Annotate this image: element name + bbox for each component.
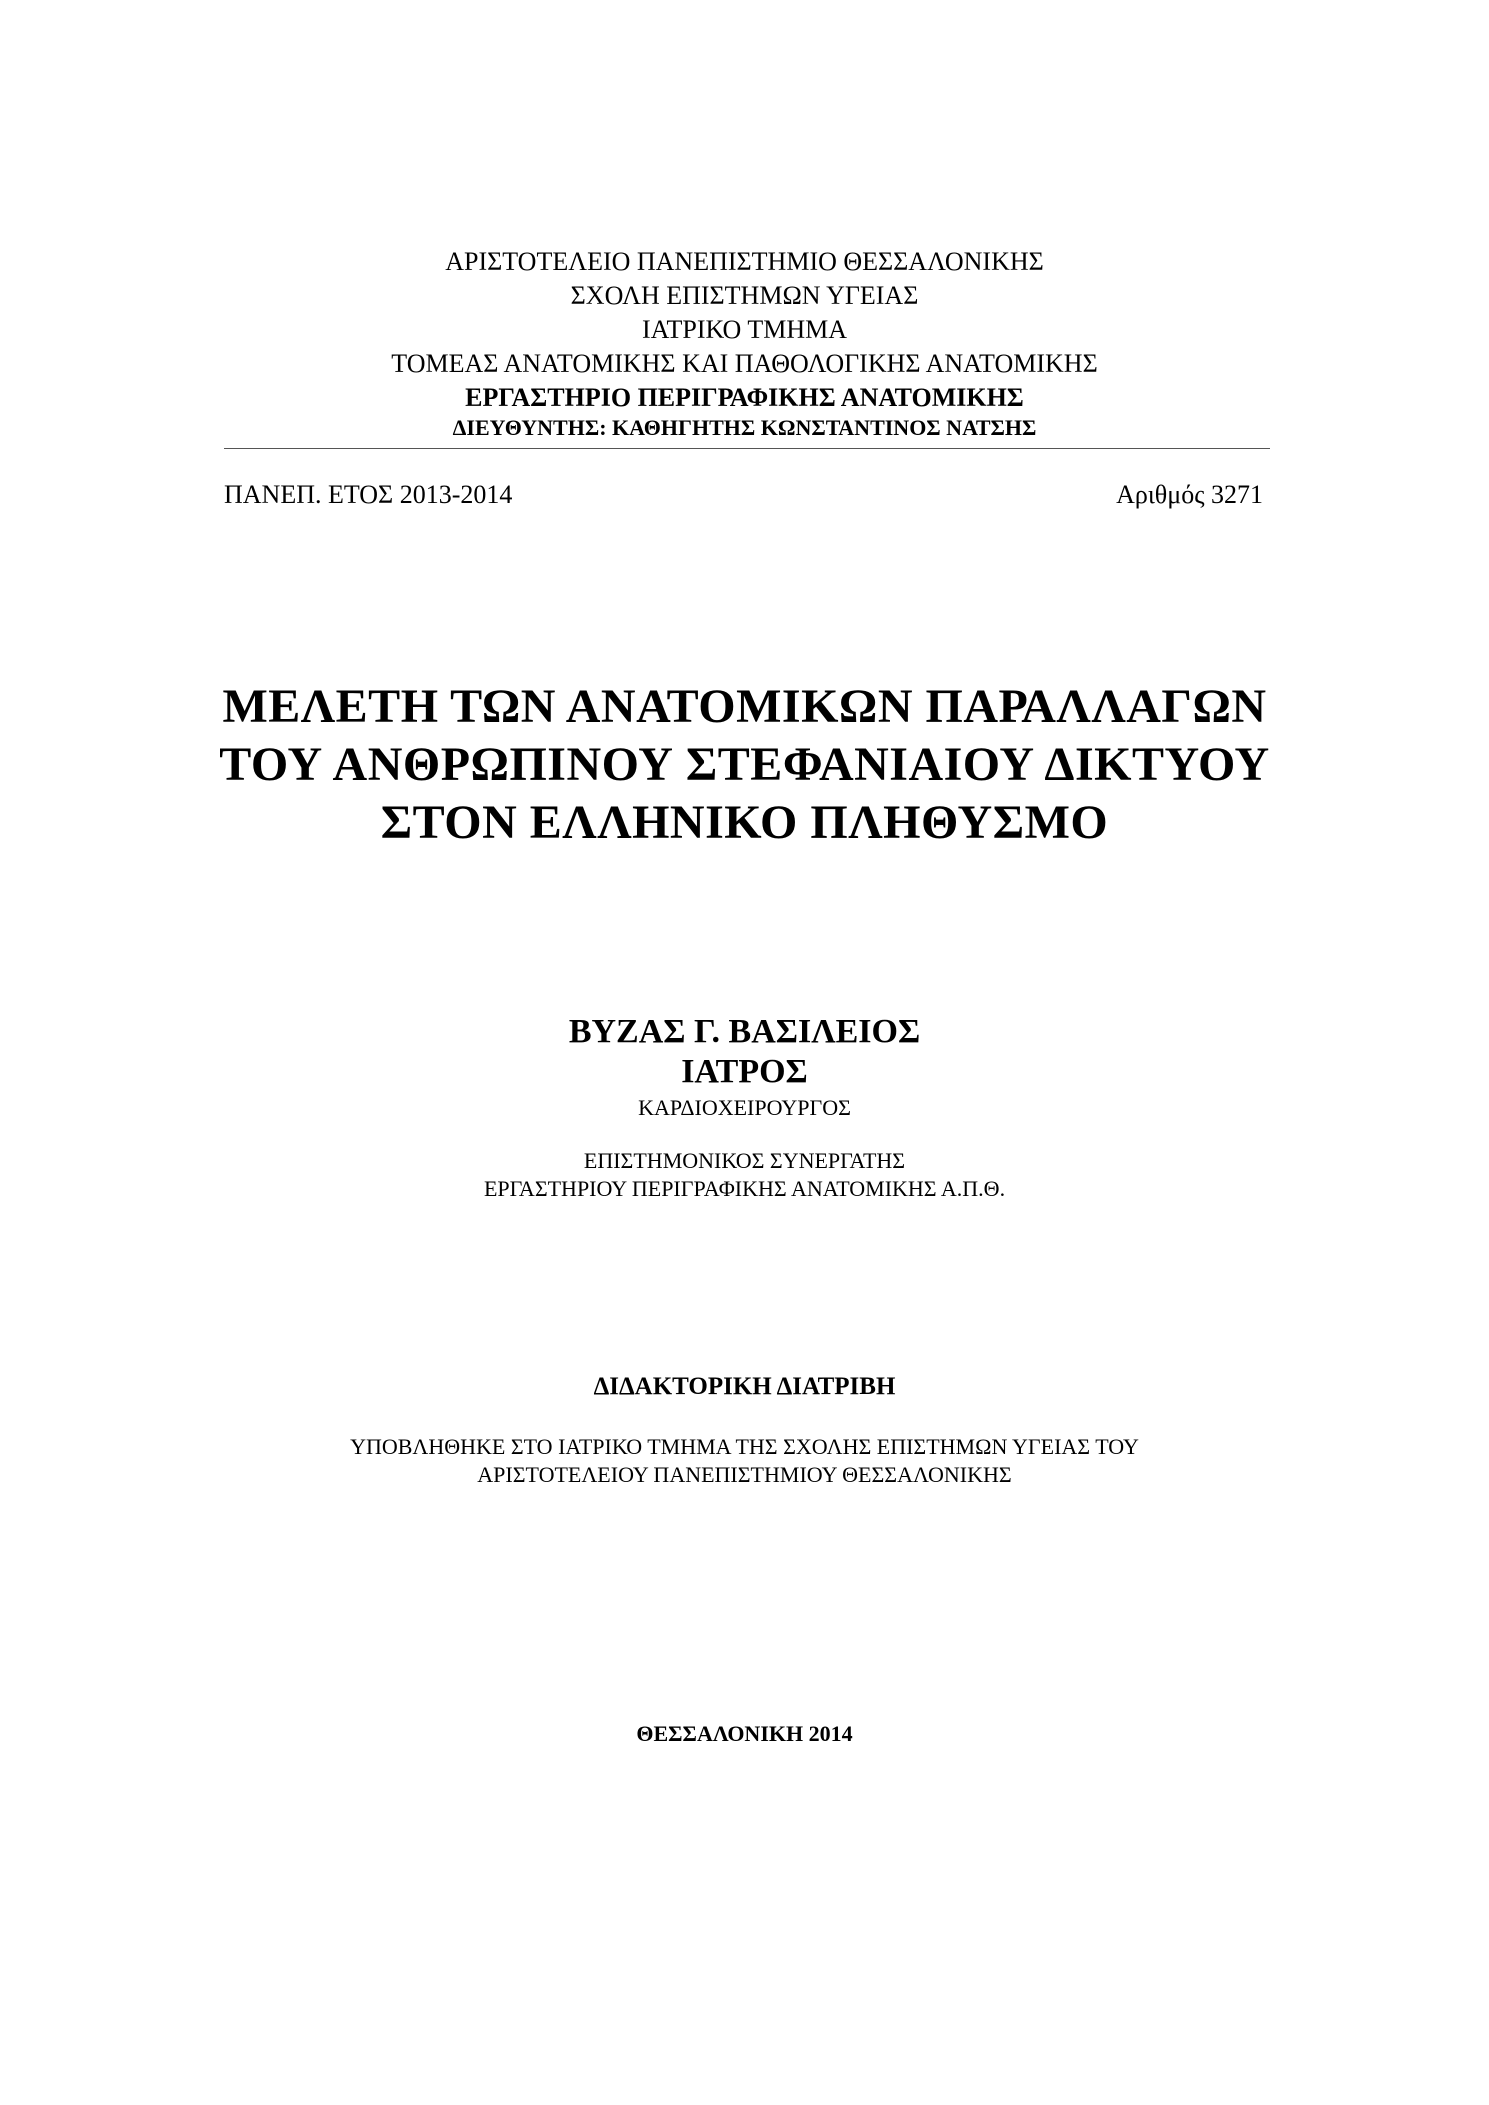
title-line-3: ΣΤΟΝ ΕΛΛΗΝΙΚΟ ΠΛΗΘΥΣΜΟ [380, 796, 1109, 849]
author-affiliation [0, 1147, 1489, 1203]
title-line-2: ΤΟΥ ΑΝΘΡΩΠΙΝΟΥ ΣΤΕΦΑΝΙΑΙΟΥ ΔΙΚΤΥΟΥ [219, 738, 1270, 791]
affiliation-line-1: ΕΠΙΣΤΗΜΟΝΙΚΟΣ ΣΥΝΕΡΓΑΤΗΣ [583, 1148, 906, 1173]
institution-header [0, 245, 1489, 441]
author-name: ΒΥΖΑΣ Γ. ΒΑΣΙΛΕΙΟΣ [568, 1013, 921, 1050]
department-name: ΙΑΤΡΙΚΟ ΤΜΗΜΑ [641, 315, 848, 344]
academic-year: ΠΑΝΕΠ. ΕΤΟΣ 2013-2014 [224, 480, 513, 509]
title-line-1: ΜΕΛΕΤΗ ΤΩΝ ΑΝΑΤΟΜΙΚΩΝ ΠΑΡΑΛΛΑΓΩΝ [222, 680, 1267, 733]
header-divider [224, 448, 1270, 449]
author-title: ΙΑΤΡΟΣ [681, 1053, 808, 1090]
submission-line-2: ΑΡΙΣΤΟΤΕΛΕΙΟΥ ΠΑΝΕΠΙΣΤΗΜΙΟΥ ΘΕΣΣΑΛΟΝΙΚΗΣ [477, 1462, 1012, 1487]
author-specialty: ΚΑΡΔΙΟΧΕΙΡΟΥΡΓΟΣ [638, 1095, 851, 1120]
submission-line-1: ΥΠΟΒΛΗΘΗΚΕ ΣΤΟ ΙΑΤΡΙΚΟ ΤΜΗΜΑ ΤΗΣ ΣΧΟΛΗΣ ΕΠΙΣΤΗΜΩΝ ΥΓΕΙΑΣ ΤΟΥ [350, 1434, 1139, 1459]
laboratory-name: ΕΡΓΑΣΤΗΡΙΟ ΠΕΡΙΓΡΑΦΙΚΗΣ ΑΝΑΤΟΜΙΚΗΣ [465, 383, 1024, 412]
thesis-title [0, 678, 1489, 852]
sector-name: ΤΟΜΕΑΣ ΑΝΑΤΟΜΙΚΗΣ ΚΑΙ ΠΑΘΟΛΟΓΙΚΗΣ ΑΝΑΤΟΜΙΚΗΣ [391, 349, 1098, 378]
school-name: ΣΧΟΛΗ ΕΠΙΣΤΗΜΩΝ ΥΓΕΙΑΣ [570, 281, 919, 310]
submission-statement [0, 1433, 1489, 1489]
director-line: ΔΙΕΥΘΥΝΤΗΣ: ΚΑΘΗΓΗΤΗΣ ΚΩΝΣΤΑΝΤΙΝΟΣ ΝΑΤΣΗΣ [452, 415, 1037, 440]
place-and-year: ΘΕΣΣΑΛΟΝΙΚΗ 2014 [636, 1721, 853, 1746]
document-type: ΔΙΔΑΚΤΟΡΙΚΗ ΔΙΑΤΡΙΒΗ [593, 1373, 896, 1400]
thesis-number: Αριθμός 3271 [1116, 480, 1263, 509]
affiliation-line-2: ΕΡΓΑΣΤΗΡΙΟΥ ΠΕΡΙΓΡΑΦΙΚΗΣ ΑΝΑΤΟΜΙΚΗΣ Α.Π.Θ. [483, 1176, 1006, 1201]
university-name: ΑΡΙΣΤΟΤΕΛΕΙΟ ΠΑΝΕΠΙΣΤΗΜΙΟ ΘΕΣΣΑΛΟΝΙΚΗΣ [445, 247, 1044, 276]
